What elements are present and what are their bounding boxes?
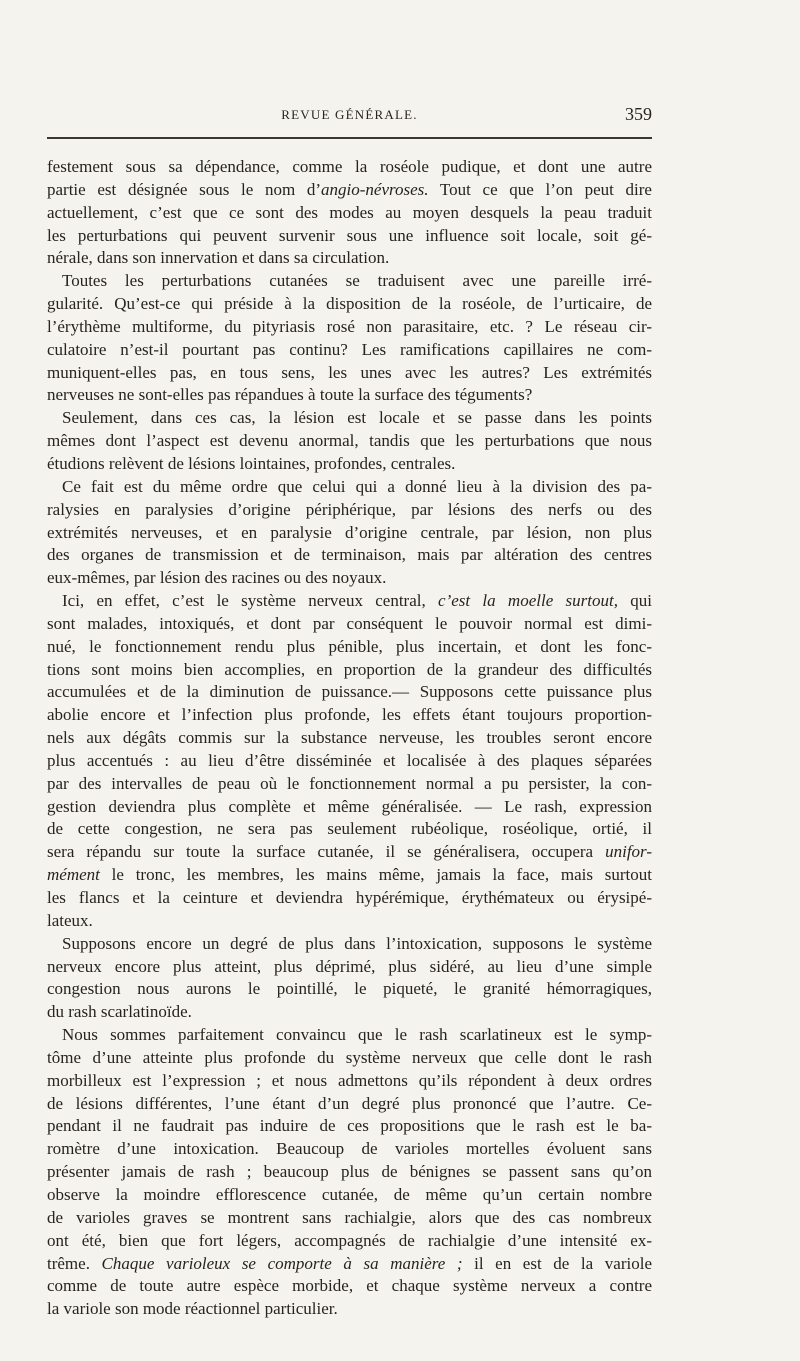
text-line xyxy=(47,796,652,819)
paragraph xyxy=(47,1024,652,1321)
text-run: Seulement, dans ces cas, la lésion est locale et se passe dans les points xyxy=(62,408,652,428)
header-rule xyxy=(47,137,652,139)
text-line xyxy=(47,270,652,293)
text-line xyxy=(47,522,652,545)
text-line xyxy=(47,1207,652,1230)
text-line xyxy=(47,750,652,773)
text-run: nué, le fonctionnement rendu plus pénible, plus incertain, et dont les fonc- xyxy=(47,636,652,656)
text-line xyxy=(47,681,652,704)
text-run: accumulées et de la diminution de puissance.— Supposons cette puissance plus xyxy=(47,682,652,702)
text-run: le tronc, les membres, les mains même, jamais la face, mais surtout xyxy=(99,865,652,885)
text-run: nerveuses ne sont-elles pas répandues à toute la surface des téguments? xyxy=(47,385,533,405)
text-line xyxy=(47,1070,652,1093)
text-line xyxy=(47,590,652,613)
text-line xyxy=(47,499,652,522)
text-line xyxy=(47,1047,652,1070)
text-run: étudions relèvent de lésions lointaines, profondes, centrales. xyxy=(47,453,456,473)
text-run: congestion nous aurons le pointillé, le piqueté, le granité hémorragiques, xyxy=(47,979,652,999)
text-line xyxy=(47,727,652,750)
text-run: festement sous sa dépendance, comme la roséole pudique, et dont une autre xyxy=(47,157,652,176)
text-run: présenter jamais de rash ; beaucoup plus de bénignes se passent sans qu’on xyxy=(47,1162,652,1182)
text-line xyxy=(47,339,652,362)
text-run: romètre d’une intoxication. Beaucoup de varioles mortelles évoluent sans xyxy=(47,1139,652,1159)
text-line xyxy=(47,773,652,796)
text-line xyxy=(47,636,652,659)
paragraph xyxy=(47,156,652,270)
text-run: des organes de transmission et de terminaison, mais par altération des centres xyxy=(47,545,652,565)
paragraph xyxy=(47,270,652,407)
text-run: culatoire n’est-il pourtant pas continu? Les ramifications capillaires ne com- xyxy=(47,339,652,359)
italic-text-run: Chaque varioleux se comporte à sa manière ; xyxy=(101,1253,463,1273)
text-line xyxy=(47,179,652,202)
text-line xyxy=(47,956,652,979)
text-run: du rash scarlatinoïde. xyxy=(47,1002,192,1022)
text-line xyxy=(47,316,652,339)
body-text xyxy=(47,156,652,1321)
text-line xyxy=(47,156,652,179)
text-line xyxy=(47,544,652,567)
text-line xyxy=(47,1001,652,1024)
text-run: sera répandu sur toute la surface cutanée, il se généralisera, occupera xyxy=(47,842,606,862)
text-run: il en est de la variole xyxy=(462,1253,652,1273)
text-run: tions sont moins bien accomplies, en proportion de la grandeur des difficultés xyxy=(47,659,652,679)
text-line xyxy=(47,613,652,636)
text-line xyxy=(47,1138,652,1161)
text-run: extrémités nerveuses, et en paralysie d’origine centrale, par lésion, non plus xyxy=(47,522,652,542)
text-run: morbilleux est l’expression ; et nous admettons qu’ils répondent à deux ordres xyxy=(47,1070,652,1090)
text-run: comme de toute autre espèce morbide, et chaque système nerveux a contre xyxy=(47,1276,652,1296)
text-line xyxy=(47,247,652,270)
text-line xyxy=(47,887,652,910)
text-line xyxy=(47,202,652,225)
text-run: partie est désignée sous le nom d’ xyxy=(47,179,322,199)
text-line xyxy=(47,818,652,841)
text-run: gestion deviendra plus complète et même généralisée. — Le rash, expression xyxy=(47,796,652,816)
text-line xyxy=(47,864,652,887)
text-line xyxy=(47,1184,652,1207)
text-run: mêmes dont l’aspect est devenu anormal, tandis que les perturbations que nous xyxy=(47,431,652,451)
text-run: sont malades, intoxiqués, et dont par conséquent le pouvoir normal est dimi- xyxy=(47,613,652,633)
text-line xyxy=(47,1298,652,1321)
text-run: les flancs et la ceinture et deviendra hypérémique, érythémateux ou érysipé- xyxy=(47,888,652,907)
text-line xyxy=(47,567,652,590)
text-run: nerveux encore plus atteint, plus déprimé, plus sidéré, au lieu d’une simple xyxy=(47,956,652,976)
text-run: lateux. xyxy=(47,910,93,930)
paragraph xyxy=(47,590,652,933)
text-run: tôme d’une atteinte plus profonde du système nerveux que celle dont le rash xyxy=(47,1047,652,1067)
text-run: actuellement, c’est que ce sont des modes au moyen desquels la peau traduit xyxy=(47,202,652,222)
text-line xyxy=(47,978,652,1001)
text-run: Toutes les perturbations cutanées se traduisent avec une pareille irré- xyxy=(62,271,652,291)
text-run: Tout ce que l’on peut dire xyxy=(428,179,652,199)
text-run: Nous sommes parfaitement convaincu que le rash scarlatineux est le symp- xyxy=(62,1025,652,1045)
text-run: muniquent-elles pas, en tous sens, les unes avec les autres? Les extrémités xyxy=(47,362,652,382)
italic-text-run: c’est la moelle surtout, xyxy=(438,591,618,611)
text-line xyxy=(47,476,652,499)
text-line xyxy=(47,384,652,407)
text-run: de varioles graves se montrent sans rachialgie, alors que des cas nombreux xyxy=(47,1207,652,1227)
text-run: les perturbations qui peuvent survenir sous une influence soit locale, soit gé- xyxy=(47,225,652,245)
text-run: Ici, en effet, c’est le système nerveux central, xyxy=(62,591,439,611)
text-line xyxy=(47,293,652,316)
paragraph xyxy=(47,407,652,476)
running-title: REVUE GÉNÉRALE. xyxy=(281,107,418,122)
text-run: plus accentués : au lieu d’être disséminée et localisée à des plaques séparées xyxy=(47,750,652,770)
text-line xyxy=(47,704,652,727)
paragraph xyxy=(47,476,652,590)
text-run: de cette congestion, ne sera pas seulement rubéolique, roséolique, ortié, il xyxy=(47,819,652,839)
text-run: nels aux dégâts commis sur la substance nerveuse, les troubles seront encore xyxy=(47,728,652,748)
text-run: gularité. Qu’est-ce qui préside à la disposition de la roséole, de l’urticaire, de xyxy=(47,294,652,314)
text-line xyxy=(47,1230,652,1253)
text-run: pendant il ne faudrait pas induire de ces propositions que le rash est le ba- xyxy=(47,1116,652,1136)
text-line xyxy=(47,1093,652,1116)
text-line xyxy=(47,225,652,248)
text-run: ralysies en paralysies d’origine périphérique, par lésions des nerfs ou des xyxy=(47,499,652,519)
page-number: 359 xyxy=(625,104,652,124)
running-head xyxy=(47,104,652,131)
text-run: Ce fait est du même ordre que celui qui a donné lieu à la division des pa- xyxy=(62,476,652,496)
text-line xyxy=(47,1161,652,1184)
text-run: eux-mêmes, par lésion des racines ou des noyaux. xyxy=(47,568,387,588)
text-line xyxy=(47,430,652,453)
text-run: abolie encore et l’infection plus profonde, les effets étant toujours proportion- xyxy=(47,705,652,725)
text-line xyxy=(47,841,652,864)
paragraph xyxy=(47,933,652,1024)
text-line xyxy=(47,1275,652,1298)
text-line xyxy=(47,659,652,682)
text-run: trême. xyxy=(47,1253,102,1273)
text-line xyxy=(47,453,652,476)
italic-text-run: angio-névroses. xyxy=(321,179,429,199)
text-run: de lésions différentes, l’une étant d’un degré plus prononcé que l’autre. Ce- xyxy=(47,1093,652,1113)
text-line xyxy=(47,362,652,385)
text-run: l’érythème multiforme, du pityriasis rosé non parasitaire, etc. ? Le réseau cir- xyxy=(47,316,652,336)
italic-text-run: mément xyxy=(47,865,100,885)
text-run: observe la moindre efflorescence cutanée, de même qu’un certain nombre xyxy=(47,1184,652,1204)
text-line xyxy=(47,1115,652,1138)
text-run: Supposons encore un degré de plus dans l’intoxication, supposons le système xyxy=(62,933,652,953)
italic-text-run: unifor- xyxy=(605,842,652,862)
text-run: la variole son mode réactionnel particulier. xyxy=(47,1299,338,1319)
text-run: ont été, bien que fort légers, accompagnés de rachialgie d’une intensité ex- xyxy=(47,1230,652,1250)
text-line xyxy=(47,910,652,933)
text-run: nérale, dans son innervation et dans sa circulation. xyxy=(47,248,390,268)
text-line xyxy=(47,1024,652,1047)
text-line xyxy=(47,407,652,430)
text-run: par des intervalles de peau où le fonctionnement normal a pu persister, la con- xyxy=(47,773,652,793)
text-line xyxy=(47,1253,652,1276)
text-run: qui xyxy=(617,591,652,611)
text-line xyxy=(47,933,652,956)
